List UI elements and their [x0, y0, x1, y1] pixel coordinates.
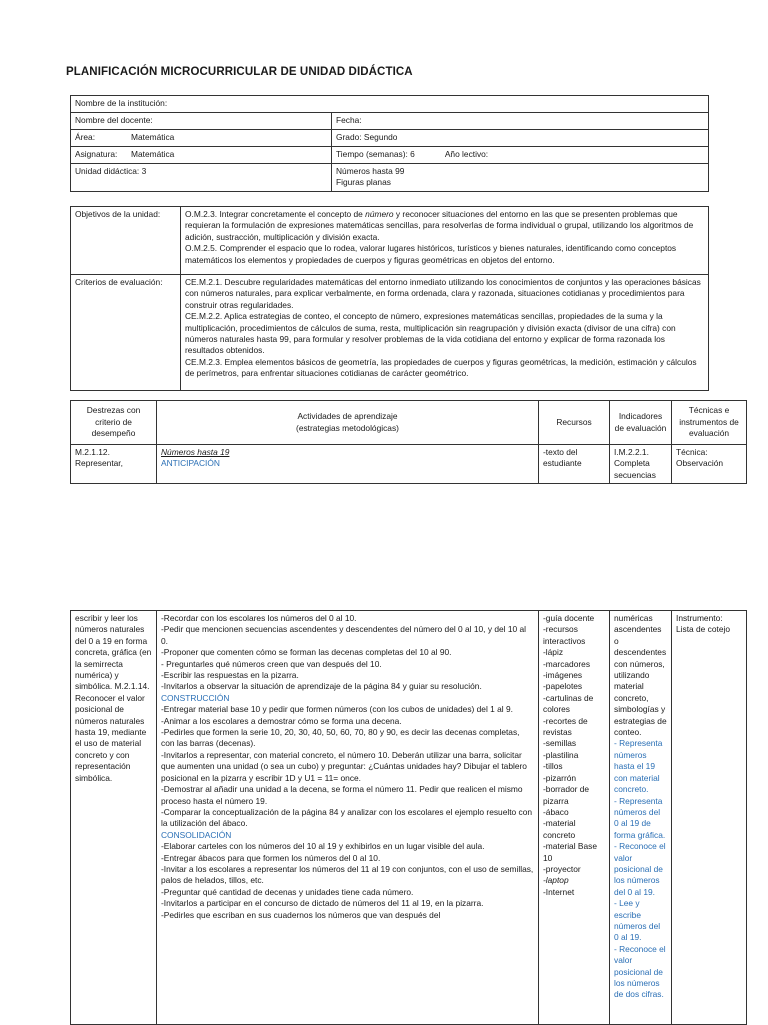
activity-line: -Recordar con los escolares los números del 0 al 10.	[161, 613, 357, 623]
resource-item: -papelotes	[543, 681, 583, 692]
activity-line: -Preguntar qué cantidad de decenas y unidades tiene cada número.	[161, 886, 414, 897]
resource-item: -lápiz	[543, 647, 564, 658]
unit-cell: Unidad didáctica: 3	[71, 164, 332, 192]
activity-line: - Preguntarles qué números creen que van después del 10.	[161, 658, 382, 669]
resource-item: -proyector	[543, 863, 581, 874]
criterion-2: CE.M.2.2. Aplica estrategias de conteo, el concepto de número, expresiones matemáticas sencillas, propiedades de la suma y la multiplicación, procedimientos de cálculos de suma, resta, multiplicación sin reagrupación y división exacta (divisor de una cifra) con números naturales hasta 99, para formular y resolver problemas de la vida cotidiana del entorno y explicar de forma razonada los resultados obtenidos.	[185, 311, 676, 356]
resource-item: -Internet	[543, 886, 575, 897]
objective-1-b: número	[365, 209, 394, 219]
criteria-content	[181, 275, 709, 391]
criterion-1: CE.M.2.1. Descubre regularidades matemáticas del entorno inmediato utilizando los conocimientos de conjuntos y las operaciones básicas con números naturales, para explicar verbalmente, en forma ordenada, clara y razonada, situaciones cotidianas y procedimientos para construir otras regularidades.	[185, 277, 701, 310]
objectives-content	[181, 207, 709, 275]
indicator-item: numéricas ascendentes o descendentes con números, utilizando material concreto, simbologías y estrategias de conteo.	[614, 613, 667, 738]
objective-1-a: O.M.2.3. Integrar concretamente el concepto de	[185, 209, 366, 219]
row1-destreza: M.2.1.12. Representar,	[71, 445, 157, 484]
area-label: Área:	[75, 132, 96, 142]
activity-line: -Pedirles que formen la serie 10, 20, 30, 40, 50, 60, 70, 80 y 90, es decir las decenas completas, con las barras (decenas).	[161, 727, 520, 749]
resource-item: -recursos interactivos	[543, 624, 586, 646]
indicator-item: - Representa números hasta el 19 con material concreto.	[614, 738, 663, 795]
grade-cell: Grado: Segundo	[332, 130, 709, 147]
activity-line: -Entregar material base 10 y pedir que formen números (con los cubos de unidades) del 1 al 9.	[161, 704, 513, 715]
info-table	[70, 95, 709, 192]
header-actividades-1: Actividades de aprendizaje	[297, 411, 398, 422]
unit-title-1: Números hasta 99	[336, 166, 405, 176]
row1-activity-title: Números hasta 19	[161, 447, 230, 457]
objective-2: O.M.2.5. Comprender el espacio que lo rodea, valorar lugares históricos, turísticos y bienes naturales, identificando como conceptos matemáticos los elementos y propiedades de cuerpos y figuras geométricas en objetos del entorno.	[185, 243, 677, 265]
activity-line: CONSOLIDACIÓN	[161, 829, 232, 840]
time-value: Tiempo (semanas): 6	[336, 149, 415, 159]
institution-label: Nombre de la institución:	[71, 96, 709, 113]
date-label: Fecha:	[332, 113, 709, 130]
activity-line: -Proponer que comenten cómo se forman las decenas completas del 10 al 90.	[161, 647, 452, 658]
teacher-label: Nombre del docente:	[71, 113, 332, 130]
resource-item: -plastilina	[543, 749, 579, 760]
row1-activity-phase: ANTICIPACIÓN	[161, 458, 220, 469]
page-title: PLANIFICACIÓN MICROCURRICULAR DE UNIDAD DIDÁCTICA	[66, 66, 413, 78]
header-recursos: Recursos	[539, 401, 610, 445]
indicator-item: - Reconoce el valor posicional de los números de dos cifras.	[614, 943, 666, 1000]
activity-line: CONSTRUCCIÓN	[161, 692, 230, 703]
activity-line: -Invitarlos a representar, con material concreto, el número 10. Deberán utilizar una barra, solicitar que aumenten una unidad (o sea un cubo) y preguntar: ¿Cuántas unidades hay? Dibujar el tablero posicional en la pizarra y escribir 1D y U1 = 11= once.	[161, 749, 527, 783]
activity-line: -Elaborar carteles con los números del 10 al 19 y exhibirlos en un lugar visible del aula.	[161, 841, 485, 852]
header-actividades	[157, 401, 539, 445]
indicator-item: - Lee y escribe números del 0 al 19.	[614, 898, 661, 943]
activity-line: -Demostrar al añadir una unidad a la decena, se forma el número 11. Pedir que realicen el mismo proceso hasta el número 19.	[161, 784, 523, 806]
area-value: Matemática	[131, 132, 175, 142]
header-indicadores: Indicadores de evaluación	[610, 401, 672, 445]
activity-line: -Invitarlos a participar en el concurso de dictado de números del 11 al 19, en la pizarra.	[161, 898, 484, 909]
indicator-item: - Reconoce el valor posicional de los números del 0 al 19.	[614, 841, 666, 897]
objectives-table	[70, 206, 709, 391]
resource-item: -ábaco	[543, 806, 569, 817]
activity-line: -Pedirles que escriban en sus cuadernos los números que van después del	[161, 909, 441, 920]
objective-1-c: y reconocer situaciones del entorno en las que se presenten problemas que requieran la formulación de expresiones matemáticas sencillas, para resolverlas de forma individual o grupal, utilizando los algoritmos de adición, sustracción, multiplicación y división exacta.	[185, 209, 694, 242]
activity-line: -Entregar ábacos para que formen los números del 0 al 10.	[161, 852, 381, 863]
subject-label: Asignatura:	[75, 149, 118, 159]
row1-indicador: I.M.2.2.1. Completa secuencias	[610, 445, 672, 484]
row2-tecnica: Instrumento: Lista de cotejo	[672, 611, 747, 1025]
resource-item: -semillas	[543, 738, 577, 749]
school-year-label: Año lectivo:	[444, 149, 489, 159]
activity-line: -Pedir que mencionen secuencias ascendentes y descendentes del número del 0 al 10, y del 10 al 0.	[161, 624, 527, 646]
resource-item: -material concreto	[543, 818, 576, 840]
resource-item: -borrador de pizarra	[543, 784, 590, 806]
indicator-item: - Representa números del 0 al 19 de forma gráfica.	[614, 795, 666, 840]
activity-line: -Escribir las respuestas en la pizarra.	[161, 670, 299, 681]
header-tecnicas: Técnicas e instrumentos de evaluación	[672, 401, 747, 445]
resource-item: -material Base 10	[543, 841, 597, 863]
activity-line: -Invitar a los escolares a representar los números del 11 al 19 con conjuntos, con el uso de semillas, palos de helados, tillos, etc.	[161, 863, 534, 886]
time-cell	[332, 147, 709, 164]
resource-item: -marcadores	[543, 658, 591, 669]
activity-line: -Comparar la conceptualización de la página 84 y analizar con los escolares el ejemplo resuelto con la utilización del ábaco.	[161, 806, 533, 829]
unit-title-cell	[332, 164, 709, 192]
activity-line: -Invitarlos a observar la situación de aprendizaje de la página 84 y guiar su resolución.	[161, 681, 482, 692]
subject-value: Matemática	[131, 149, 175, 159]
resource-item: -tillos	[543, 761, 563, 772]
row2-recursos	[539, 611, 610, 1025]
planning-table-part2	[70, 610, 747, 1025]
row1-actividades	[157, 445, 539, 484]
resource-item: -imágenes	[543, 670, 583, 681]
objectives-label: Objetivos de la unidad:	[71, 207, 181, 275]
header-actividades-2: (estrategias metodológicas)	[296, 422, 399, 433]
planning-table-part1	[70, 400, 747, 484]
criterion-3: CE.M.2.3. Emplea elementos básicos de geometría, las propiedades de cuerpos y figuras geométricas, la medición, estimación y cálculos de perímetros, para enfrentar situaciones cotidianas de carácter geométrico.	[185, 356, 697, 379]
unit-title-2: Figuras planas	[336, 177, 391, 188]
subject-cell	[71, 147, 332, 164]
resource-item: -cartulinas de colores	[543, 692, 594, 715]
row2-actividades	[157, 611, 539, 1025]
header-destrezas: Destrezas con criterio de desempeño	[71, 401, 157, 445]
row1-tecnica: Técnica: Observación	[672, 445, 747, 484]
resource-item: -recortes de revistas	[543, 715, 588, 738]
objective-1	[185, 209, 704, 243]
area-cell	[71, 130, 332, 147]
activity-line: -Animar a los escolares a demostrar cómo se forma una decena.	[161, 715, 402, 726]
row1-recurso: -texto del estudiante	[539, 445, 610, 484]
row2-indicadores	[610, 611, 672, 1025]
resource-item: -pizarrón	[543, 772, 577, 783]
criteria-label: Criterios de evaluación:	[71, 275, 181, 391]
resource-item: -laptop	[543, 875, 569, 886]
row2-destreza: escribir y leer los números naturales del 0 a 19 en forma concreta, gráfica (en la semirrecta numérica) y simbólica. M.2.1.14. Reconocer el valor posicional de números naturales hasta 19, mediante el uso de material concreto y con representación simbólica.	[71, 611, 157, 1025]
resource-item: -guía docente	[543, 613, 595, 623]
